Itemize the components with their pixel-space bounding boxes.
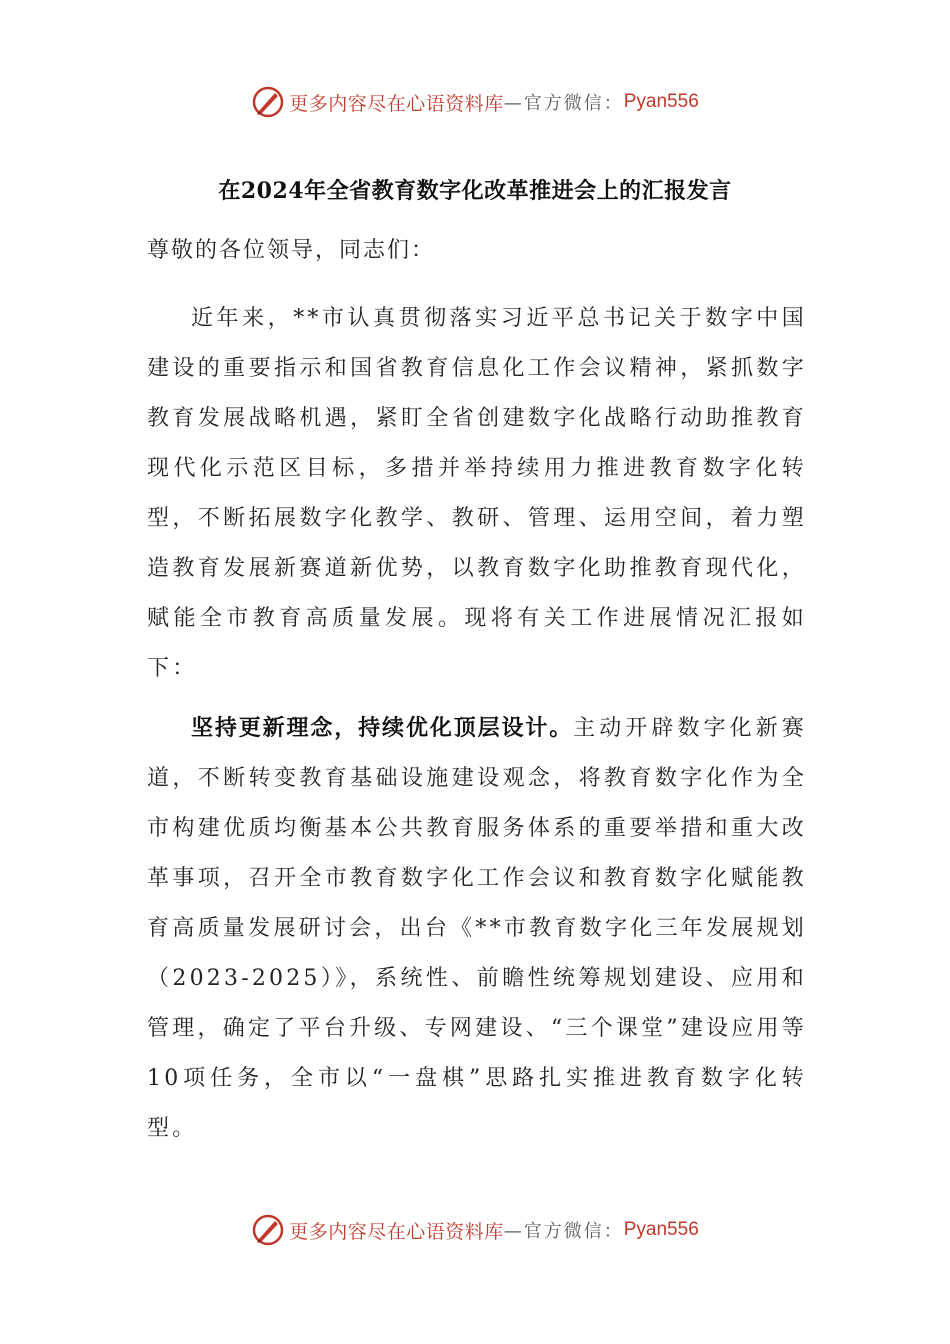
- banner-sub-text: —官方微信：: [503, 93, 624, 114]
- header-banner: [0, 80, 950, 124]
- paragraph-text: 近年来，**市认真贯彻落实习近平总书记关于数字中国建设的重要指示和国省教育信息化工作会议精神，紧抓数字教育发展战略机遇，紧盯全省创建数字化战略行动助推教育现代化示范区目标，多措并举持续用力推进教育数字化转型，不断拓展数字化教学、教研、管理、运用空间，着力塑造教育发展新赛道新优势，以教育数字化助推教育现代化，赋能全市教育高质量发展。现将有关工作进展情况汇报如下：: [147, 306, 807, 681]
- document-title: 在2024年全省教育数字化改革推进会上的汇报发言: [218, 178, 732, 204]
- banner-sub-text: —官方微信：: [503, 1221, 624, 1242]
- paragraph-intro: [147, 293, 807, 694]
- paragraph-lead: 坚持更新理念，持续优化顶层设计。: [191, 715, 574, 741]
- banner-wechat-id: Pyan556: [623, 1219, 699, 1240]
- footer-banner: [0, 1208, 950, 1252]
- quill-logo-icon: [251, 85, 285, 119]
- paragraph-text: 主动开辟数字化新赛道，不断转变教育基础设施建设观念，将教育数字化作为全市构建优质均衡基本公共教育服务体系的重要举措和重大改革事项，召开全市教育数字化工作会议和教育数字化赋能教育高质量发展研讨会，出台《**市教育数字化三年发展规划（2023-2025）》，系统性、前瞻性统筹规划建设、应用和管理，确定了平台升级、专网建设、“三个课堂”建设应用等10项任务，全市以“一盘棋”思路扎实推进教育数字化转型。: [147, 716, 807, 1141]
- banner-main-text: 更多内容尽在心语资料库: [289, 1220, 504, 1243]
- banner-wechat-id: Pyan556: [623, 91, 699, 112]
- paragraph-design: [147, 703, 807, 1154]
- salutation: 尊敬的各位领导，同志们：: [147, 238, 436, 263]
- banner-main-text: 更多内容尽在心语资料库: [289, 92, 504, 115]
- quill-logo-icon: [251, 1213, 285, 1247]
